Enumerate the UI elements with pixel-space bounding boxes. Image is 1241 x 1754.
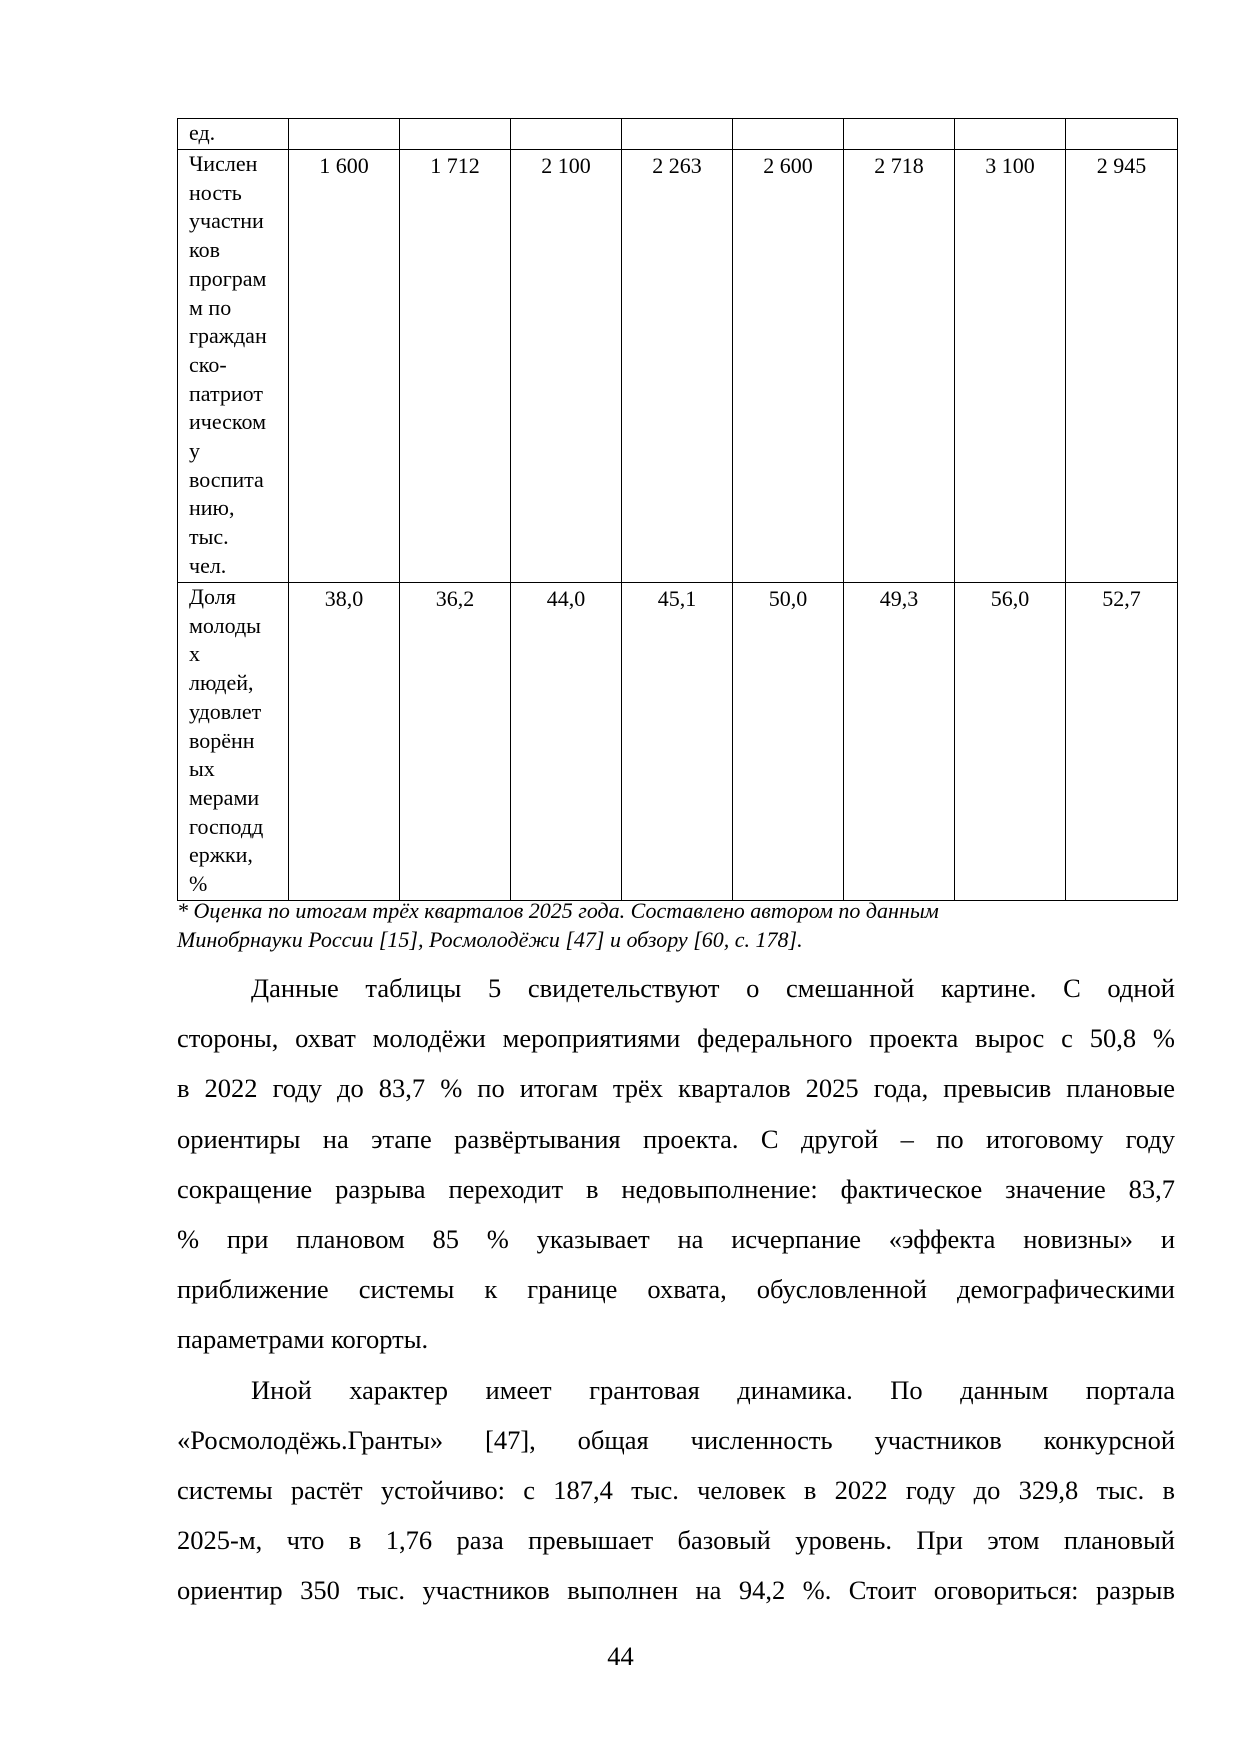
table-row — [178, 119, 1178, 150]
row-label-line: ско- — [189, 351, 227, 377]
paragraph-line: Данные таблицы 5 свидетельствуют о смешанной картине. С одной — [251, 973, 1175, 1003]
table-cell — [844, 119, 955, 150]
row-label-line: граждан — [189, 323, 267, 349]
row-label-line: тыс. — [189, 524, 229, 550]
paragraph-line: приближение системы к границе охвата, обусловленной демографическими — [177, 1274, 1175, 1305]
row-label-line: м по — [189, 294, 232, 320]
row-label-line: Числен — [189, 151, 258, 176]
paragraph-line: сокращение разрыва переходит в недовыполнение: фактическое значение 83,7 — [177, 1173, 1175, 1204]
row-label-line: програм — [189, 265, 267, 291]
row-label-line: ков — [189, 237, 220, 263]
note-line: Минобрнауки России [15], Росмолодёжи [47] и обзору [60, с. 178]. — [177, 927, 803, 952]
table-cell — [511, 119, 622, 150]
table-cell: 3 100 — [955, 150, 1066, 583]
row-label-line: молоды — [189, 612, 261, 638]
row-label-line: ическом — [189, 409, 266, 435]
indicators-table — [177, 118, 1178, 901]
row-label-units — [178, 119, 289, 150]
row-label-line: господд — [189, 813, 264, 839]
row-label-share — [178, 583, 289, 901]
row-label-line: ых — [189, 756, 215, 782]
note-line: * Оценка по итогам трёх кварталов 2025 года. Составлено автором по данным — [177, 898, 939, 923]
row-label-line: людей, — [189, 670, 254, 696]
row-label-line: ед. — [189, 120, 216, 145]
table-cell: 2 718 — [844, 150, 955, 583]
paragraph-line: ориентир 350 тыс. участников выполнен на 94,2 %. Стоит оговориться: разрыв — [177, 1575, 1175, 1606]
table-cell: 1 600 — [289, 150, 400, 583]
table-row — [178, 583, 1178, 901]
row-label-line: чел. — [189, 552, 227, 578]
row-label-line: ность — [189, 179, 242, 205]
row-label-line: удовлет — [189, 698, 262, 724]
table-cell: 2 100 — [511, 150, 622, 583]
paragraph-line: Иной характер имеет грантовая динамика. По данным портала — [251, 1374, 1175, 1405]
paragraph-line: в 2022 году до 83,7 % по итогам трёх кварталов 2025 года, превысив плановые — [177, 1073, 1175, 1104]
table-cell: 2 263 — [622, 150, 733, 583]
row-label-line: х — [189, 641, 200, 667]
paragraph-line: системы растёт устойчиво: с 187,4 тыс. человек в 2022 году до 329,8 тыс. в — [177, 1474, 1175, 1505]
table-cell: 44,0 — [511, 583, 622, 901]
row-label-participants — [178, 150, 289, 583]
body-text — [177, 963, 1175, 1615]
table-row — [178, 150, 1178, 583]
table-cell: 56,0 — [955, 583, 1066, 901]
table-cell — [955, 119, 1066, 150]
table-cell: 45,1 — [622, 583, 733, 901]
table-cell — [400, 119, 511, 150]
row-label-line: мерами — [189, 784, 260, 810]
paragraph-line: параметрами когорты. — [177, 1324, 429, 1355]
table-cell: 49,3 — [844, 583, 955, 901]
row-label-line: у — [189, 438, 200, 464]
row-label-line: Доля — [189, 584, 236, 609]
table-cell: 52,7 — [1066, 583, 1178, 901]
table-cell — [622, 119, 733, 150]
table-cell — [1066, 119, 1178, 150]
row-label-line: воспита — [189, 466, 264, 492]
row-label-line: ержки, — [189, 842, 253, 868]
row-label-line: % — [189, 871, 208, 897]
table-source-note — [177, 896, 1177, 954]
table-cell — [733, 119, 844, 150]
row-label-line: участни — [189, 208, 264, 234]
row-label-line: ворённ — [189, 727, 255, 753]
page-number: 44 — [607, 1641, 634, 1671]
paragraph-line: стороны, охват молодёжи мероприятиями федерального проекта вырос с 50,8 % — [177, 1023, 1175, 1054]
table-cell: 38,0 — [289, 583, 400, 901]
table-cell: 36,2 — [400, 583, 511, 901]
row-label-line: патриот — [189, 380, 263, 406]
table-cell — [289, 119, 400, 150]
table-cell: 2 600 — [733, 150, 844, 583]
paragraph-line: ориентиры на этапе развёртывания проекта. С другой – по итоговому году — [177, 1123, 1175, 1154]
table-cell: 2 945 — [1066, 150, 1178, 583]
paragraph-line: 2025-м, что в 1,76 раза превышает базовый уровень. При этом плановый — [177, 1525, 1175, 1556]
paragraph-line: % при плановом 85 % указывает на исчерпание «эффекта новизны» и — [177, 1223, 1175, 1254]
table-cell: 1 712 — [400, 150, 511, 583]
row-label-line: нию, — [189, 495, 235, 521]
table-cell: 50,0 — [733, 583, 844, 901]
paragraph-line: «Росмолодёжь.Гранты» [47], общая численность участников конкурсной — [177, 1424, 1175, 1455]
